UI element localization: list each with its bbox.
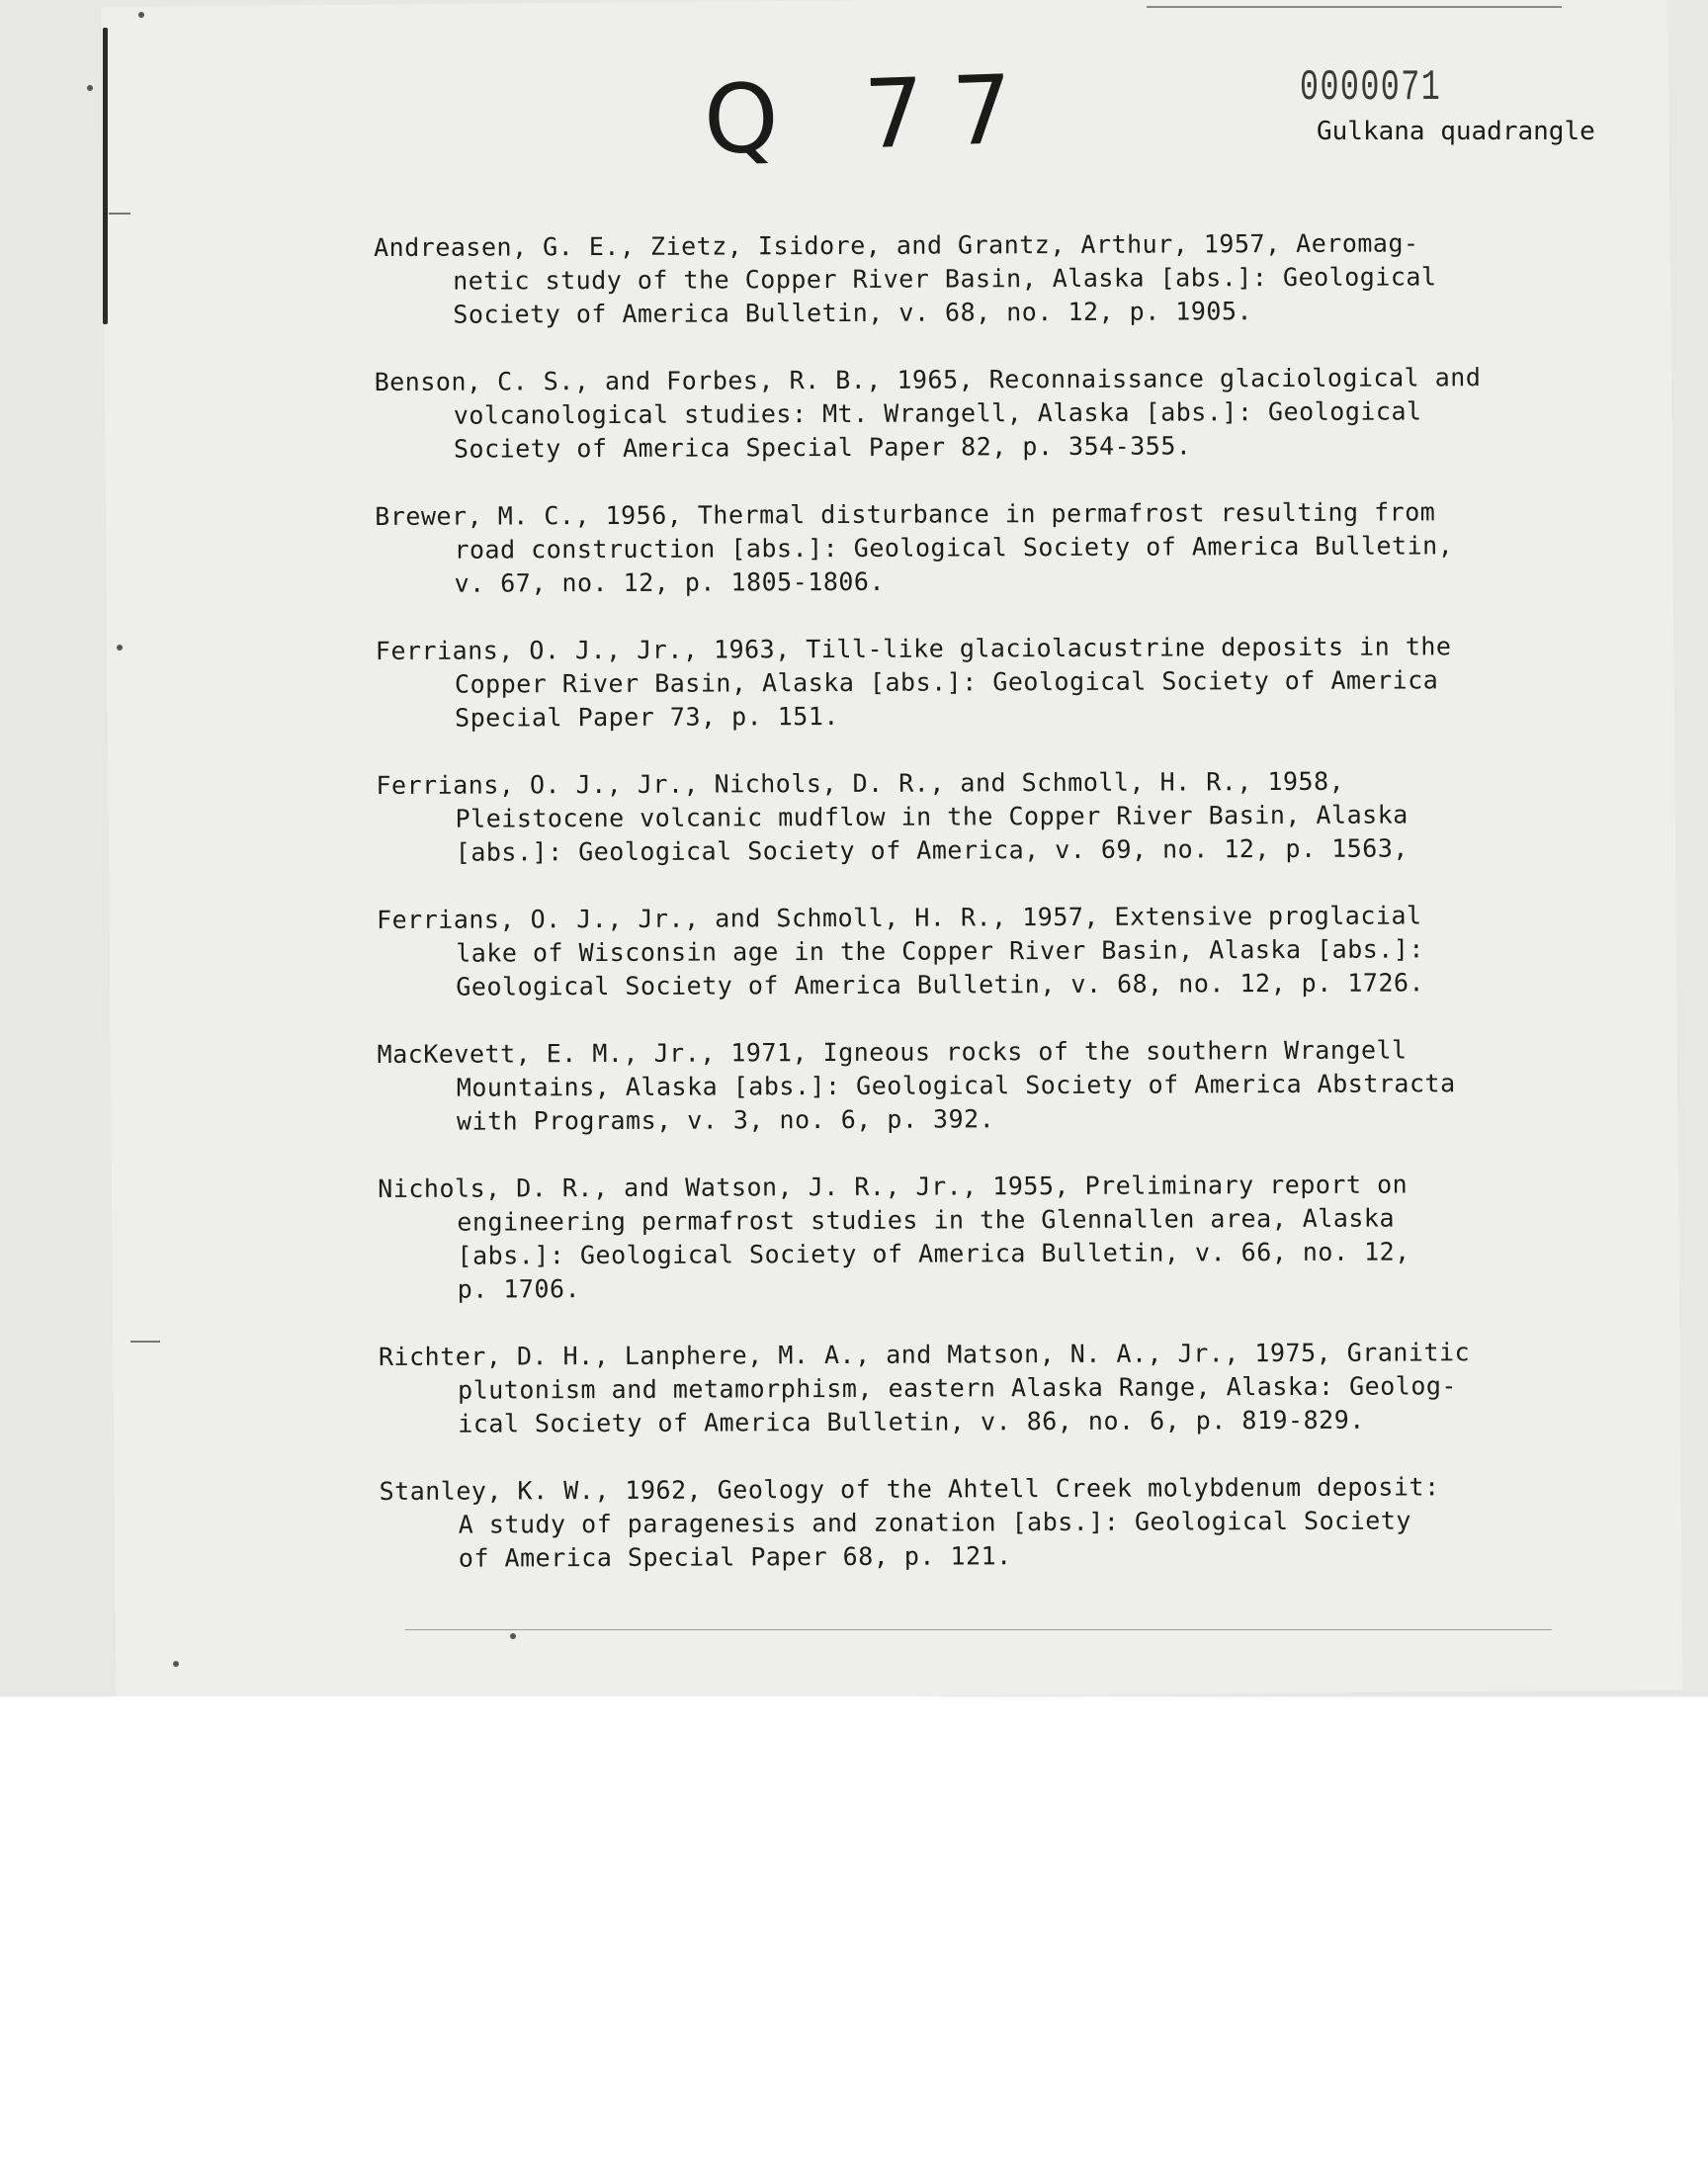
reference-entry: Brewer, M. C., 1956, Thermal disturbance in permafrost resulting from road construction [abs.]: Geological Society of America Bulletin, v. 67, no. 12, p. 1805-1806. bbox=[375, 497, 1454, 598]
scan-rule bbox=[405, 1629, 1552, 1630]
quadrangle-title: Gulkana quadrangle bbox=[1317, 117, 1595, 146]
reference-entry: Benson, C. S., and Forbes, R. B., 1965, Reconnaissance glaciological and volcanological studies: Mt. Wrangell, Alaska [abs.]: Geological Society of America Special Paper 82, p. 354-355. bbox=[374, 363, 1482, 464]
reference-entry: Ferrians, O. J., Jr., 1963, Till-like glaciolacustrine deposits in the Copper River Basin, Alaska [abs.]: Geological Society of America Special Paper 73, p. 151. bbox=[375, 632, 1452, 733]
reference-entry: Nichols, D. R., and Watson, J. R., Jr., 1955, Preliminary report on engineering permafrost studies in the Glennallen area, Alaska [abs.]: Geological Society of America Bulletin, v. 66, no. 12, p. 1706. bbox=[378, 1170, 1410, 1304]
scan-speck bbox=[173, 1661, 179, 1667]
reference-entry: Stanley, K. W., 1962, Geology of the Ahtell Creek molybdenum deposit: A study of paragenesis and zonation [abs.]: Geological Society of America Special Paper 68, p. 121. bbox=[379, 1472, 1440, 1573]
reference-entry: Richter, D. H., Lanphere, M. A., and Matson, N. A., Jr., 1975, Granitic plutonism and metamorphism, eastern Alaska Range, Alaska: Geolog- ical Society of America Bulletin, v. 86, no. 6, p. 819-829. bbox=[378, 1338, 1471, 1438]
scan-speck bbox=[87, 85, 93, 91]
binding-edge-mark bbox=[103, 28, 108, 324]
reference-list bbox=[374, 226, 1595, 1610]
scan-rule bbox=[1147, 6, 1562, 8]
scan-dash bbox=[130, 1341, 160, 1343]
reference-entry: Ferrians, O. J., Jr., and Schmoll, H. R., 1957, Extensive proglacial lake of Wisconsin age in the Copper River Basin, Alaska [abs.]: Geological Society of America Bulletin, v. 68, no. 12, p. 1726. bbox=[376, 901, 1425, 1001]
reference-entry: Ferrians, O. J., Jr., Nichols, D. R., and Schmoll, H. R., 1958, Pleistocene volcanic mudflow in the Copper River Basin, Alaska [abs.]: Geological Society of America, v. 69, no. 12, p. 1563, bbox=[376, 766, 1409, 867]
document-number: 0000071 bbox=[1300, 63, 1442, 113]
scan-dash bbox=[109, 213, 130, 215]
scan-speck bbox=[117, 645, 123, 651]
reference-entry: MacKevett, E. M., Jr., 1971, Igneous rocks of the southern Wrangell Mountains, Alaska [abs.]: Geological Society of America Abstracta with Programs, v. 3, no. 6, p. 392. bbox=[377, 1035, 1456, 1136]
scan-speck bbox=[138, 12, 144, 18]
handwritten-mark: Q 77 bbox=[702, 53, 1043, 176]
reference-entry: Andreasen, G. E., Zietz, Isidore, and Grantz, Arthur, 1957, Aeromag- netic study of the Copper River Basin, Alaska [abs.]: Geological Society of America Bulletin, v. 68, no. 12, p. 1905. bbox=[374, 228, 1437, 329]
scan-speck bbox=[510, 1633, 516, 1639]
